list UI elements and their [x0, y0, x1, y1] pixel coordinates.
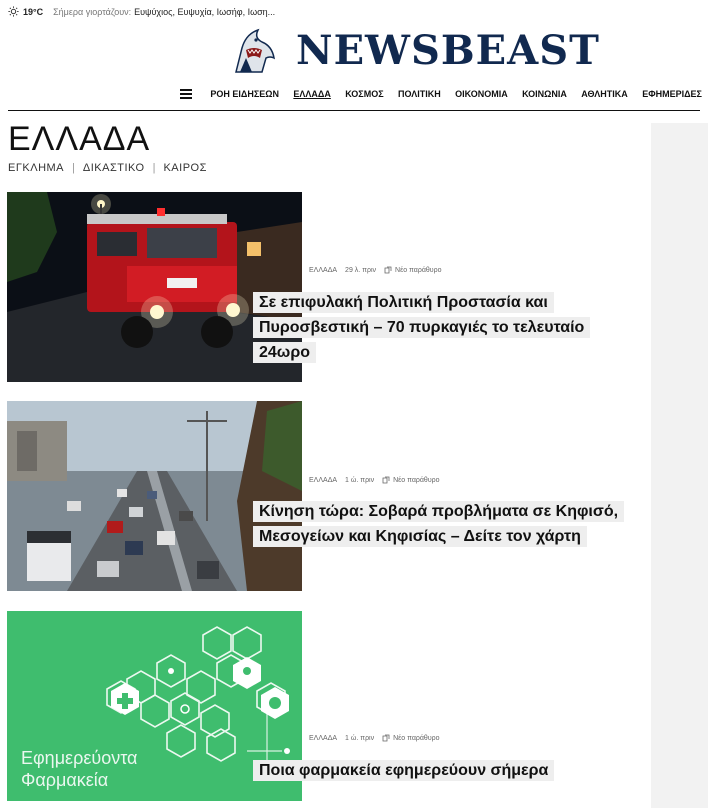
- article-meta: [309, 266, 441, 274]
- site-logo[interactable]: [232, 28, 600, 74]
- article-category[interactable]: ΕΛΛΑΔΑ: [309, 476, 338, 484]
- pharmacy-caption-line2: Φαρμακεία: [21, 770, 109, 790]
- header-divider: [8, 110, 700, 111]
- article-title[interactable]: Ποια φαρμακεία εφημερεύουν σήμερα: [253, 760, 554, 781]
- temperature: 19°C: [23, 6, 44, 17]
- nav-item-society[interactable]: ΚΟΙΝΩΝΙΑ: [522, 89, 567, 99]
- nav-item-sports[interactable]: ΑΘΛΗΤΙΚΑ: [581, 89, 628, 99]
- brand-wordmark: NEWSBEAST: [296, 27, 600, 74]
- section-subnav: [8, 162, 207, 174]
- article-headline[interactable]: [253, 499, 623, 549]
- hamburger-icon[interactable]: [180, 89, 192, 99]
- article-image-traffic[interactable]: [7, 401, 302, 591]
- top-bar: [8, 6, 275, 17]
- external-link-icon: [382, 476, 390, 484]
- new-window-label: Νέο παράθυρο: [393, 734, 440, 742]
- article-meta: [309, 734, 440, 742]
- main-nav: [180, 84, 702, 104]
- nav-item-economy[interactable]: ΟΙΚΟΝΟΜΙΑ: [455, 89, 508, 99]
- nav-item-greece[interactable]: ΕΛΛΑΔΑ: [293, 89, 331, 99]
- nav-item-newspapers[interactable]: ΕΦΗΜΕΡΙΔΕΣ: [642, 89, 702, 99]
- subnav-item-weather[interactable]: ΚΑΙΡΟΣ: [163, 162, 207, 174]
- sun-icon: [8, 6, 19, 17]
- page-title: ΕΛΛΑΔΑ: [8, 120, 151, 158]
- external-link-icon: [384, 266, 392, 274]
- article-time: 29 λ. πριν: [345, 266, 377, 274]
- pharmacy-caption-line1: Εφημερεύοντα: [21, 748, 138, 768]
- subnav-item-crime[interactable]: ΕΓΚΛΗΜΑ: [8, 162, 65, 174]
- new-window-label: Νέο παράθυρο: [393, 476, 440, 484]
- article-title[interactable]: Κίνηση τώρα: Σοβαρά προβλήματα σε Κηφισό, Μεσογείων και Κηφισίας – Δείτε τον χάρτη: [253, 501, 624, 547]
- nav-item-news-feed[interactable]: ΡΟΗ ΕΙΔΗΣΕΩΝ: [210, 89, 279, 99]
- subnav-separator: |: [152, 162, 156, 174]
- article-meta: [309, 476, 440, 484]
- namedays-link[interactable]: Ευψύχιος, Ευψυχία, Ιωσήφ, Ιωση...: [134, 6, 276, 17]
- new-window-link[interactable]: [382, 476, 439, 484]
- article-category[interactable]: ΕΛΛΑΔΑ: [309, 266, 338, 274]
- subnav-separator: |: [72, 162, 75, 174]
- article-time: 1 ώ. πριν: [345, 734, 375, 742]
- shark-logo-icon: [232, 28, 276, 74]
- nav-item-world[interactable]: ΚΟΣΜΟΣ: [345, 89, 384, 99]
- article-time: 1 ώ. πριν: [345, 476, 375, 484]
- new-window-link[interactable]: [382, 734, 439, 742]
- article-headline[interactable]: [253, 758, 613, 783]
- namedays-label: Σήμερα γιορτάζουν:: [53, 6, 132, 17]
- article-headline[interactable]: [253, 290, 593, 365]
- new-window-link[interactable]: [384, 266, 441, 274]
- article-title[interactable]: Σε επιφυλακή Πολιτική Προστασία και Πυροσβεστική – 70 πυρκαγιές το τελευταίο 24ωρο: [253, 292, 590, 363]
- new-window-label: Νέο παράθυρο: [395, 266, 442, 274]
- nav-item-politics[interactable]: ΠΟΛΙΤΙΚΗ: [397, 89, 441, 99]
- sidebar-ad-area: [651, 123, 708, 808]
- highway-traffic-image: [7, 401, 302, 591]
- article-card: [7, 611, 627, 801]
- subnav-item-judicial[interactable]: ΔΙΚΑΣΤΙΚΟ: [82, 162, 145, 174]
- article-card: [7, 401, 627, 591]
- article-category[interactable]: ΕΛΛΑΔΑ: [309, 734, 338, 742]
- external-link-icon: [382, 734, 390, 742]
- article-card: [7, 192, 627, 382]
- pharmacy-caption: [21, 747, 137, 791]
